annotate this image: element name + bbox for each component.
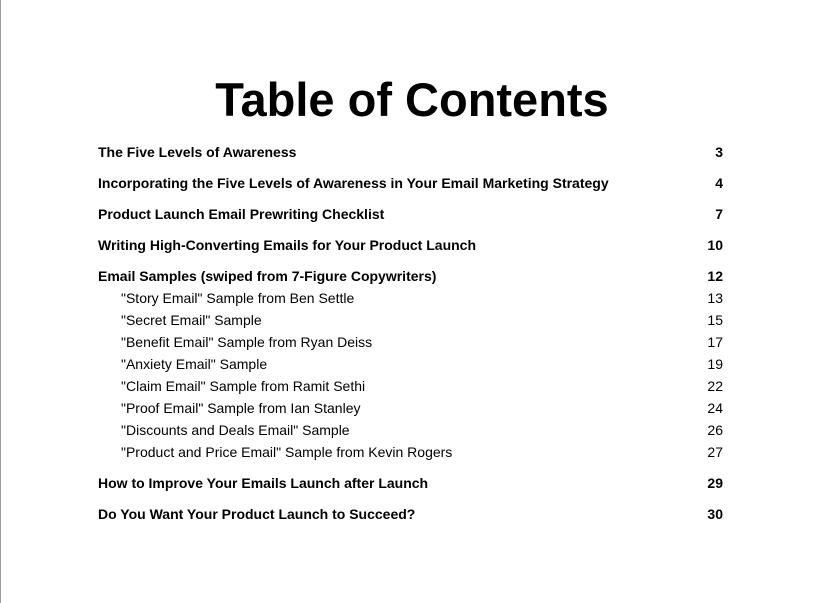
toc-entry-page: 3 <box>715 144 723 160</box>
toc-entry[interactable] <box>98 472 723 494</box>
toc-subentry-label: "Benefit Email" Sample from Ryan Deiss <box>121 334 373 350</box>
toc-subentry-page: 22 <box>707 378 723 394</box>
toc-entry-label: Email Samples (swiped from 7-Figure Copywriters) <box>98 268 437 284</box>
toc-subentry[interactable] <box>98 353 723 375</box>
toc-entry-page: 7 <box>715 206 723 222</box>
toc-entry-page: 4 <box>715 175 723 191</box>
toc-subentry-label: "Proof Email" Sample from Ian Stanley <box>121 400 361 416</box>
table-of-contents <box>98 141 723 534</box>
toc-entry-label: Incorporating the Five Levels of Awareness in Your Email Marketing Strategy <box>98 175 609 191</box>
toc-subentry-label: "Discounts and Deals Email" Sample <box>121 422 350 438</box>
page-title: Table of Contents <box>215 73 609 126</box>
toc-entry[interactable] <box>98 234 723 256</box>
toc-subentry-page: 17 <box>707 334 723 350</box>
toc-entry-label: Do You Want Your Product Launch to Succeed? <box>98 506 416 522</box>
toc-entry-page: 12 <box>707 268 723 284</box>
toc-entry-page: 10 <box>707 237 723 253</box>
toc-entry-label: How to Improve Your Emails Launch after Launch <box>98 475 429 491</box>
toc-subentry-page: 15 <box>707 312 723 328</box>
toc-subentry-page: 26 <box>707 422 723 438</box>
toc-subentry[interactable] <box>98 331 723 353</box>
toc-subentry-page: 13 <box>707 290 723 306</box>
toc-subentry[interactable] <box>98 419 723 441</box>
toc-entry[interactable] <box>98 265 723 287</box>
toc-subentry-page: 24 <box>707 400 723 416</box>
toc-subentry[interactable] <box>98 287 723 309</box>
toc-entry-label: Writing High-Converting Emails for Your Product Launch <box>98 237 477 253</box>
toc-subentry-page: 27 <box>707 444 723 460</box>
toc-subentry-label: "Secret Email" Sample <box>121 312 262 328</box>
toc-entry-label: The Five Levels of Awareness <box>98 144 297 160</box>
toc-entry-page: 30 <box>707 506 723 522</box>
toc-subentry[interactable] <box>98 441 723 463</box>
toc-entry[interactable] <box>98 203 723 225</box>
toc-entry[interactable] <box>98 503 723 525</box>
toc-subentry-label: "Anxiety Email" Sample <box>121 356 268 372</box>
toc-entry[interactable] <box>98 172 723 194</box>
toc-entry[interactable] <box>98 141 723 163</box>
toc-subentry[interactable] <box>98 375 723 397</box>
toc-subentry[interactable] <box>98 309 723 331</box>
toc-subentry-label: "Claim Email" Sample from Ramit Sethi <box>121 378 366 394</box>
toc-subentry-label: "Story Email" Sample from Ben Settle <box>121 290 355 306</box>
toc-entry-label: Product Launch Email Prewriting Checklist <box>98 206 385 222</box>
toc-subentry[interactable] <box>98 397 723 419</box>
toc-subentry-page: 19 <box>707 356 723 372</box>
toc-entry-page: 29 <box>707 475 723 491</box>
toc-subentry-label: "Product and Price Email" Sample from Kevin Rogers <box>121 444 453 460</box>
